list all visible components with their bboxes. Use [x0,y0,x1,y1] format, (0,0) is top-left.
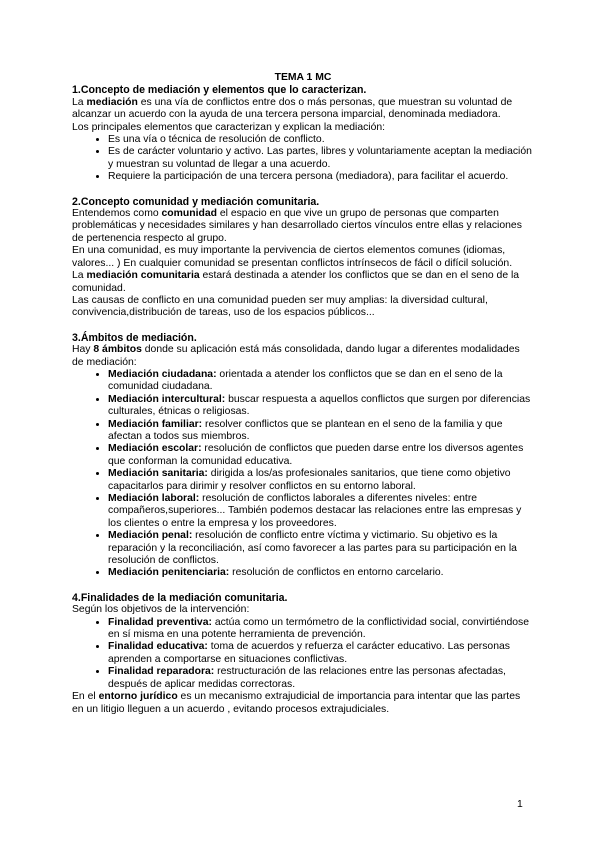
list-item: • Mediación intercultural: buscar respuesta a aquellos conflictos que surgen por diferencias culturales, étnicas o religiosas. [108,394,534,419]
list-item: • Mediación escolar: resolución de conflictos que pueden darse entre los diversos agentes que conforman la comunidad educativa. [108,443,534,468]
list-item: • Mediación penitenciaria: resolución de conflictos en entorno carcelario. [108,567,534,579]
section-4-paragraph-1: Según los objetivos de la intervención: [72,604,250,616]
section-4-list [72,617,534,691]
section-2-paragraph-4: Las causas de conflicto en una comunidad pueden ser muy amplias: la diversidad cultural, convivencia,distribución de tareas, uso de los espacios públicos... [72,294,488,319]
section-2-paragraph-3: La mediación comunitaria estará destinada a atender los conflictos que se dan en el seno de la comunidad. [72,270,520,294]
list-item: • Es de carácter voluntario y activo. Las partes, libres y voluntariamente aceptan la mediación y muestran su voluntad de llegar a una acuerdo. [108,146,534,171]
section-3-list [72,369,534,580]
section-1-list [72,134,534,184]
section-2-paragraph-2: En una comunidad, es muy importante la pervivencia de ciertos elementos comunes (idiomas, valores... ) En cualquier comunidad se presentan conflictos intrínsecos de fácil o difícil solución. [72,245,513,269]
section-1-heading: 1.Concepto de mediación y elementos que lo caracterizan. [72,84,367,97]
list-item: • Mediación laboral: resolución de conflictos laborales a diferentes niveles: entre compañeros,superiores... También podemos destacar las relaciones entre las empresas y los clientes o entre la empresa y los proveedores. [108,493,534,530]
list-item: • Mediación sanitaria: dirigida a los/as profesionales sanitarios, que tiene como objetivo capacitarlos para dirimir y resolver conflictos en su entorno laboral. [108,468,534,493]
document-title: TEMA 1 MC [274,72,332,83]
page-number: 1 [517,799,523,810]
section-1-paragraph-2: Los principales elementos que caracterizan y explican la mediación: [72,121,386,133]
document-page [72,72,534,716]
list-item: • Finalidad educativa: toma de acuerdos y refuerza el carácter educativo. Las personas aprenden a comportarse en situaciones conflictivas. [108,641,534,666]
section-3-paragraph-1: Hay 8 ámbitos donde su aplicación está más consolidada, dando lugar a diferentes modalidades de mediación: [72,344,520,368]
section-2-heading: 2.Concepto comunidad y mediación comunitaria. [72,195,320,208]
section-1-paragraph-1: La mediación es una vía de conflictos entre dos o más personas, que muestran su voluntad de alcanzar un acuerdo con la ayuda de una tercera persona imparcial, denominada mediadora. [72,96,513,121]
list-item: • Finalidad preventiva: actúa como un termómetro de la conflictividad social, convirtiéndose en sí misma en una potente herramienta de prevención. [108,617,534,642]
section-2-paragraph-1: Entendemos como comunidad el espacio en que vive un grupo de personas que comparten problemáticas y necesidades similares y han desarrollado ciertos vínculos entre ellas y relaciones de pertenencia respecto al grupo. [72,208,522,244]
section-3-heading: 3.Ámbitos de mediación. [72,331,197,344]
list-item: • Requiere la participación de una tercera persona (mediadora), para facilitar el acuerdo. [108,171,534,183]
list-item: • Finalidad reparadora: restructuración de las relaciones entre las personas afectadas, después de aplicar medidas correctoras. [108,666,534,691]
list-item: • Mediación ciudadana: orientada a atender los conflictos que se dan en el seno de la comunidad ciudadana. [108,369,534,394]
list-item: • Mediación familiar: resolver conflictos que se plantean en el seno de la familia y que afectan a todos sus miembros. [108,419,534,444]
list-item: • Es una vía o técnica de resolución de conflicto. [108,134,534,146]
list-item: • Mediación penal: resolución de conflicto entre víctima y victimario. Su objetivo es la reparación y la reconciliación, así como favorecer a las partes para su participación en la resolución de conflictos. [108,530,534,567]
section-4-heading: 4.Finalidades de la mediación comunitaria. [72,591,288,604]
section-4-paragraph-2: En el entorno jurídico es un mecanismo extrajudicial de importancia para intentar que las partes en un litigio lleguen a un acuerdo , evitando procesos extrajudiciales. [72,691,521,715]
